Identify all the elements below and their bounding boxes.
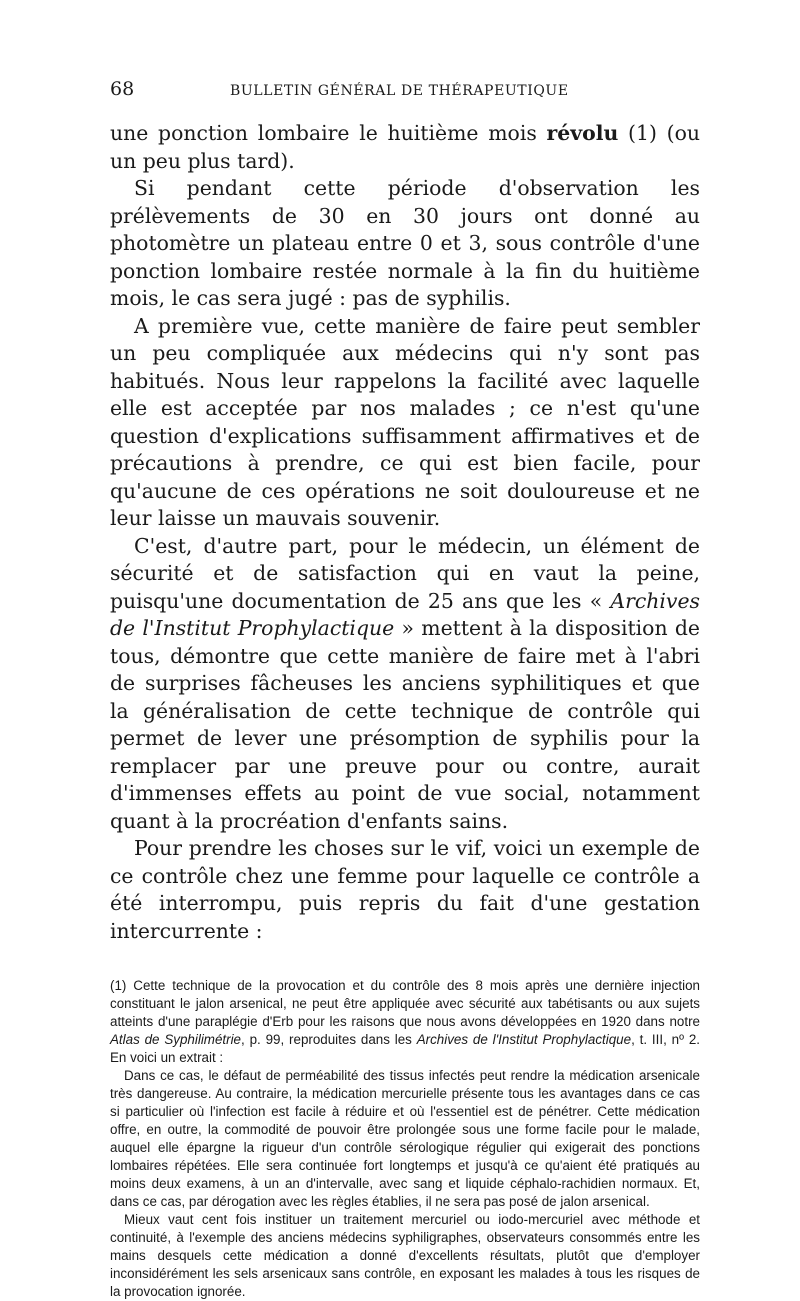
body-text [110,120,700,945]
page-number: 68 [110,78,135,100]
bold-term: révolu [546,121,619,145]
document-page [110,78,700,1301]
paragraph-5: Pour prendre les choses sur le vif, voici un exemple de ce contrôle chez une femme pour laquelle ce contrôle a été interrompu, puis repris du fait d'une gestation intercurrente : [110,836,700,943]
page-header [110,78,700,108]
footnotes [110,977,700,1301]
footnote-quote-1: Dans ce cas, le défaut de perméabilité des tissus infectés peut rendre la médication arsenicale très dangereuse. Au contraire, la médication mercurielle présente tous les avantages dans ce cas si particulier où l'infection est facile à réduire et où l'essentiel est de pénétrer. Cette médication offre, en outre, la commodité de pouvoir être prolongée sous une forme facile pour le malade, auquel elle épargne la rigueur d'un contrôle sérologique régulier qui exigerait des ponctions lombaires répétées. Elle sera continuée fort longtemps et jusqu'à ce qu'aient été pratiqués au moins deux examens, à un an d'intervalle, avec sang et liquide céphalo-rachidien normaux. Et, dans ce cas, par dérogation avec les règles établies, il ne sera pas posé de jalon arsenical. [110,1068,700,1209]
footnote-1: (1) Cette technique de la provocation et du contrôle des 8 mois après une dernière injection constituant le jalon arsenical, ne peut être appliquée avec sécurité aux tabétisants ou aux sujets atteints d'une paraplégie d'Erb pour les raisons que nous avons développées en 1920 dans notre Atlas de Syphilimétrie, p. 99, reproduites dans les Archives de l'Institut Prophylactique, t. III, nº 2. En voici un extrait : [110,978,700,1065]
footnote-quote-2: Mieux vaut cent fois instituer un traitement mercuriel ou iodo-mercuriel avec méthode et continuité, à l'exemple des anciens médecins syphiligraphes, observateurs consommés entre les mains desquels cette médication a donné d'excellents résultats, plutôt que d'employer inconsidérément les sels arsenicaux sans contrôle, en exposant les malades à tous les risques de la provocation ignorée. [110,1212,700,1299]
paragraph-2: Si pendant cette période d'observation les prélèvements de 30 en 30 jours ont donné au photomètre un plateau entre 0 et 3, sous contrôle d'une ponction lombaire restée normale à la fin du huitième mois, le cas sera jugé : pas de syphilis. [110,176,700,310]
italic-title: Archives de l'Institut Prophylactique [110,588,700,640]
running-title: BULLETIN GÉNÉRAL DE THÉRAPEUTIQUE [230,83,569,99]
paragraph-4: C'est, d'autre part, pour le médecin, un élément de sécurité et de satisfaction qui en vaut la peine, puisqu'une documentation de 25 ans que les « Archives de l'Institut Prophylactique » mettent à la disposition de tous, démontre que cette manière de faire met à l'abri de surprises fâcheuses les anciens syphilitiques et que la généralisation de cette technique de contrôle qui permet de lever une présomption de syphilis pour la remplacer par une preuve pour ou contre, aurait d'immenses effets au point de vue social, notamment quant à la procréation d'enfants sains. [110,533,700,833]
paragraph-1: une ponction lombaire le huitième mois révolu (1) (ou un peu plus tard). [110,121,700,173]
paragraph-3: A première vue, cette manière de faire peut sembler un peu compliquée aux médecins qui n'y sont pas habitués. Nous leur rappelons la facilité avec laquelle elle est acceptée par nos malades ; ce n'est qu'une question d'explications suffisamment affirmatives et de précautions à prendre, ce qui est bien facile, pour qu'aucune de ces opérations ne soit douloureuse et ne leur laisse un mauvais souvenir. [110,313,700,530]
